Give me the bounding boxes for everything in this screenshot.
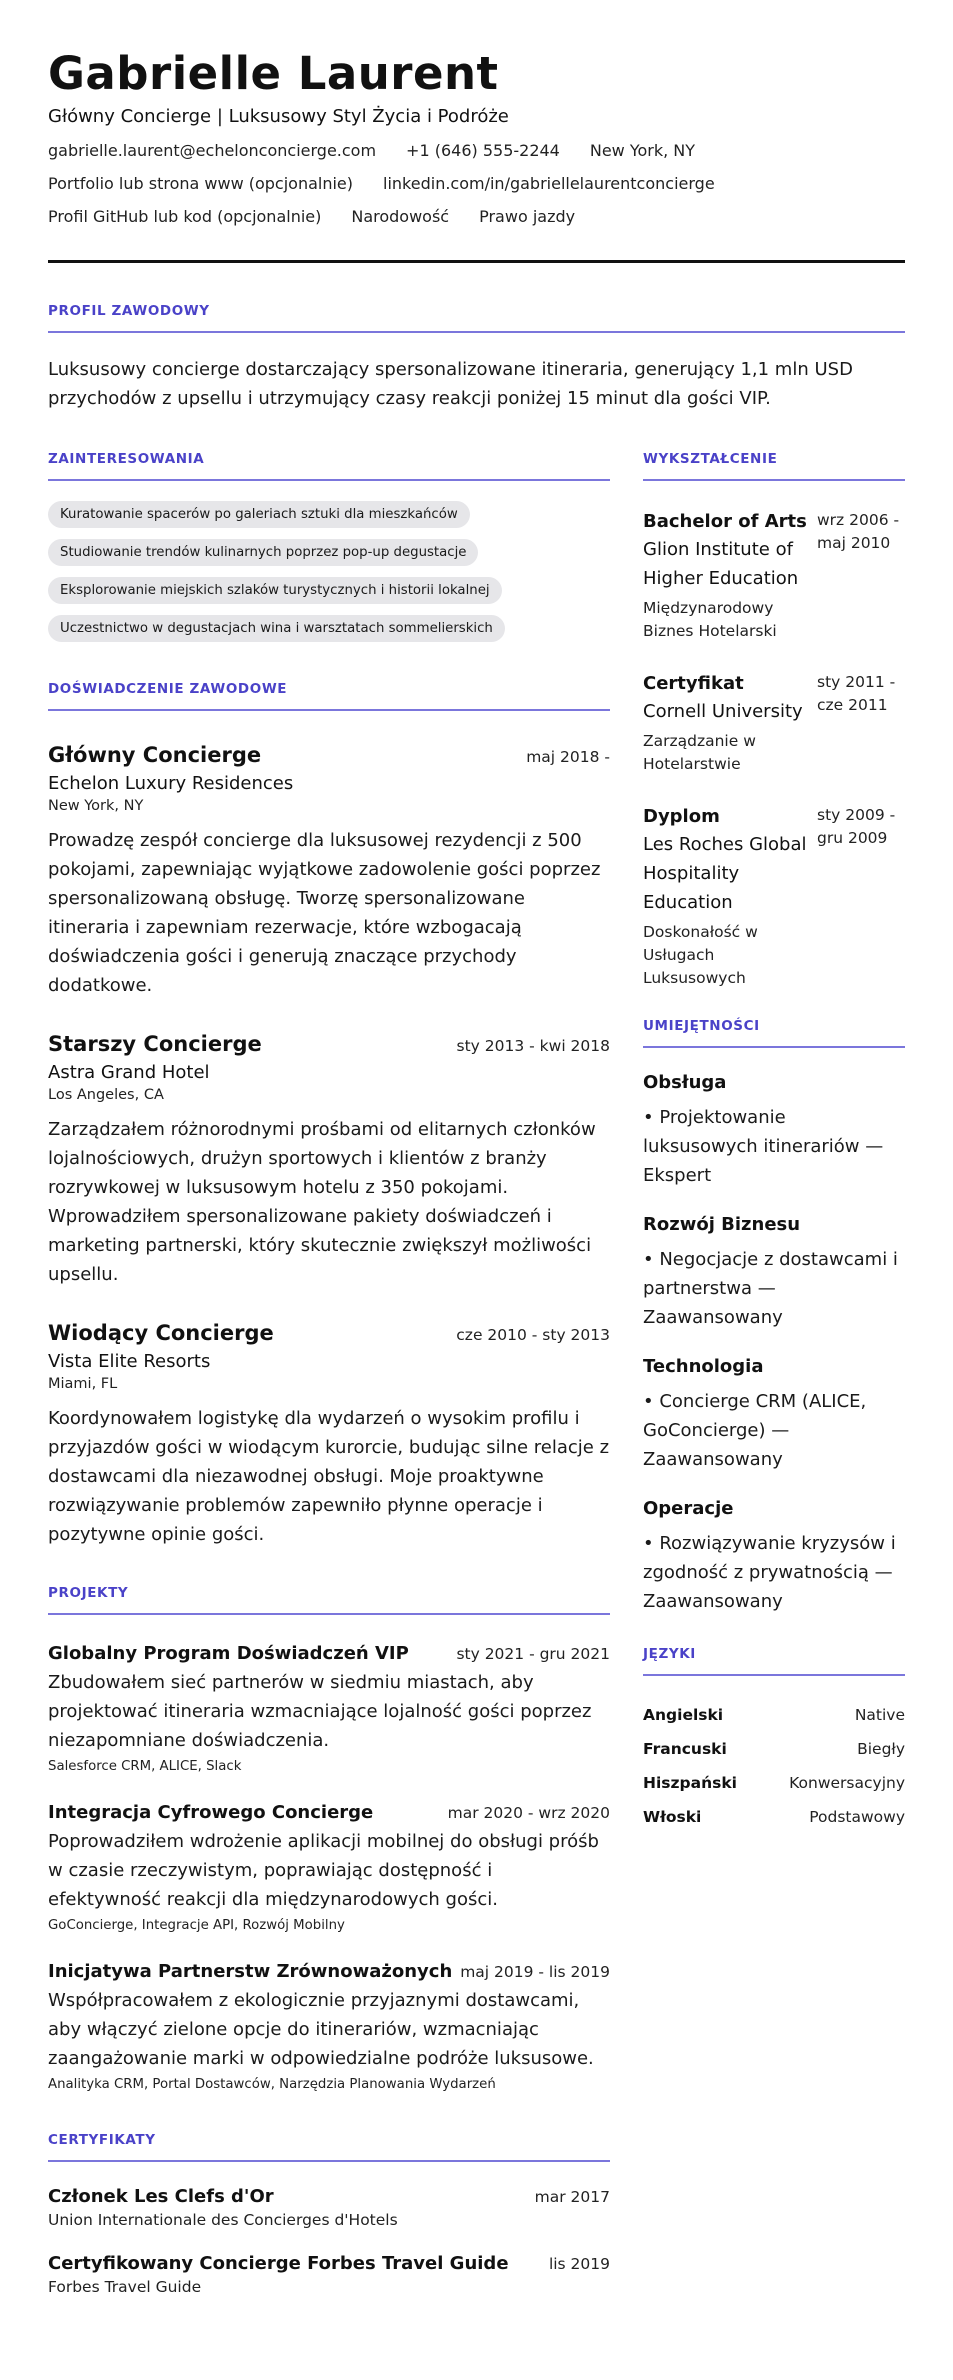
skill-group bbox=[643, 1356, 905, 1474]
job-entry bbox=[48, 743, 610, 1000]
header-divider bbox=[48, 260, 905, 263]
job-location: Miami, FL bbox=[48, 1376, 118, 1392]
contact-row-1 bbox=[48, 141, 905, 160]
job-entry bbox=[48, 1321, 610, 1549]
language-list bbox=[643, 1698, 905, 1834]
certificates-heading: CERTYFIKATY bbox=[48, 2132, 156, 2148]
section-divider bbox=[48, 709, 610, 711]
section-divider bbox=[643, 1046, 905, 1048]
skills-heading: UMIEJĘTNOŚCI bbox=[643, 1018, 760, 1034]
certificate-org: Forbes Travel Guide bbox=[48, 2278, 202, 2296]
contact-row-3 bbox=[48, 207, 905, 226]
education-entry bbox=[643, 671, 905, 776]
education-school: Les Roches Global Hospitality Education bbox=[643, 834, 807, 913]
skill-category: Operacje bbox=[643, 1498, 734, 1519]
language-level: Native bbox=[854, 1706, 905, 1724]
languages-section bbox=[643, 1646, 905, 1834]
skill-group bbox=[643, 1498, 905, 1616]
skill-item: • Negocjacje z dostawcami i partnerstwa — Zaawansowany bbox=[643, 1249, 898, 1328]
language-name: Angielski bbox=[643, 1706, 724, 1724]
right-column bbox=[643, 451, 905, 2296]
education-date: sty 2011 - cze 2011 bbox=[817, 673, 896, 714]
education-degree: Bachelor of Arts bbox=[643, 511, 807, 532]
job-title: Główny Concierge bbox=[48, 743, 262, 767]
experience-heading: DOŚWIADCZENIE ZAWODOWE bbox=[48, 681, 288, 697]
section-divider bbox=[48, 479, 610, 481]
skill-group bbox=[643, 1214, 905, 1332]
profile-text: Luksusowy concierge dostarczający spersonalizowane itineraria, generujący 1,1 mln USD przychodów z upsellu i utrzymujący czasy reakcji poniżej 15 minut dla gości VIP. bbox=[48, 359, 853, 409]
language-row bbox=[643, 1698, 905, 1732]
language-name: Hiszpański bbox=[643, 1774, 737, 1792]
job-company: Vista Elite Resorts bbox=[48, 1351, 211, 1372]
github-link[interactable]: Profil GitHub lub kod (opcjonalnie) bbox=[48, 207, 322, 226]
email-link[interactable]: gabrielle.laurent@echelonconcierge.com bbox=[48, 141, 377, 160]
project-description: Zbudowałem sieć partnerów w siedmiu miastach, aby projektować itineraria wzmacniające lojalność gości poprzez niezapomniane doświadczenia. bbox=[48, 1672, 592, 1751]
interest-chip: Studiowanie trendów kulinarnych poprzez pop-up degustacje bbox=[48, 539, 478, 566]
job-date: sty 2013 - kwi 2018 bbox=[456, 1037, 610, 1055]
section-divider bbox=[643, 1674, 905, 1676]
education-section bbox=[643, 451, 905, 990]
interest-chip: Kuratowanie spacerów po galeriach sztuki dla mieszkańców bbox=[48, 501, 470, 528]
certificates-section bbox=[48, 2132, 610, 2296]
certificate-title: Certyfikowany Concierge Forbes Travel Guide bbox=[48, 2253, 509, 2274]
languages-heading: JĘZYKI bbox=[643, 1646, 696, 1662]
education-degree: Dyplom bbox=[643, 806, 720, 827]
language-level: Biegły bbox=[857, 1740, 905, 1758]
skill-category: Obsługa bbox=[643, 1072, 727, 1093]
language-row bbox=[643, 1732, 905, 1766]
project-title: Globalny Program Doświadczeń VIP bbox=[48, 1643, 409, 1664]
section-divider bbox=[48, 331, 905, 333]
education-entry bbox=[643, 509, 905, 643]
education-date: wrz 2006 - maj 2010 bbox=[817, 511, 900, 552]
skill-item: • Projektowanie luksusowych itinerariów — Ekspert bbox=[643, 1107, 884, 1186]
job-title: Starszy Concierge bbox=[48, 1032, 262, 1056]
project-entry bbox=[48, 1643, 610, 1774]
resume-header bbox=[48, 48, 905, 263]
project-title: Integracja Cyfrowego Concierge bbox=[48, 1802, 374, 1823]
skill-group bbox=[643, 1072, 905, 1190]
language-row bbox=[643, 1800, 905, 1834]
skill-category: Technologia bbox=[643, 1356, 764, 1377]
certificate-entry bbox=[48, 2186, 610, 2229]
nationality-text: Narodowość bbox=[351, 207, 450, 226]
section-divider bbox=[643, 479, 905, 481]
interests-heading: ZAINTERESOWANIA bbox=[48, 451, 205, 467]
phone-link[interactable]: +1 (646) 555-2244 bbox=[406, 141, 560, 160]
two-column-layout bbox=[48, 451, 905, 2296]
job-entry bbox=[48, 1032, 610, 1289]
profile-section bbox=[48, 303, 905, 413]
skills-section bbox=[643, 1018, 905, 1616]
project-tech: GoConcierge, Integracje API, Rozwój Mobilny bbox=[48, 1918, 345, 1933]
certificate-date: lis 2019 bbox=[548, 2255, 610, 2273]
education-degree: Certyfikat bbox=[643, 673, 744, 694]
job-description: Koordynowałem logistykę dla wydarzeń o wysokim profilu i przyjazdów gości w wiodącym kurorcie, budując silne relacje z dostawcami dla niezawodnej obsługi. Moje proaktywne rozwiązywanie problemów zapewniło płynne operacje i pozytywne opinie gości. bbox=[48, 1408, 610, 1545]
skill-item: • Rozwiązywanie kryzysów i zgodność z prywatnością — Zaawansowany bbox=[643, 1533, 896, 1612]
left-column bbox=[48, 451, 610, 2296]
project-title: Inicjatywa Partnerstw Zrównoważonych bbox=[48, 1961, 453, 1982]
language-name: Francuski bbox=[643, 1740, 727, 1758]
certificate-entry bbox=[48, 2253, 610, 2296]
project-entry bbox=[48, 1961, 610, 2092]
profile-heading: PROFIL ZAWODOWY bbox=[48, 303, 210, 319]
education-school: Glion Institute of Higher Education bbox=[643, 539, 799, 589]
job-company: Astra Grand Hotel bbox=[48, 1062, 210, 1083]
education-school: Cornell University bbox=[643, 701, 803, 722]
education-date: sty 2009 - gru 2009 bbox=[817, 806, 896, 847]
job-location: Los Angeles, CA bbox=[48, 1087, 164, 1103]
section-divider bbox=[48, 1613, 610, 1615]
candidate-name: Gabrielle Laurent bbox=[48, 47, 499, 100]
certificate-date: mar 2017 bbox=[534, 2188, 610, 2206]
skill-item: • Concierge CRM (ALICE, GoConcierge) — Zaawansowany bbox=[643, 1391, 867, 1470]
job-date: maj 2018 - bbox=[526, 748, 610, 766]
candidate-title: Główny Concierge | Luksusowy Styl Życia i Podróże bbox=[48, 106, 509, 127]
education-field: Doskonałość w Usługach Luksusowych bbox=[643, 923, 758, 987]
education-entry bbox=[643, 804, 905, 990]
portfolio-link[interactable]: Portfolio lub strona www (opcjonalnie) bbox=[48, 174, 354, 193]
job-location: New York, NY bbox=[48, 798, 144, 814]
certificate-title: Członek Les Clefs d'Or bbox=[48, 2186, 274, 2207]
job-title: Wiodący Concierge bbox=[48, 1321, 274, 1345]
project-date: sty 2021 - gru 2021 bbox=[456, 1645, 610, 1663]
linkedin-link[interactable]: linkedin.com/in/gabriellelaurentconcierge bbox=[383, 174, 715, 193]
project-entry bbox=[48, 1802, 610, 1933]
projects-section bbox=[48, 1585, 610, 2092]
experience-section bbox=[48, 681, 610, 1549]
job-company: Echelon Luxury Residences bbox=[48, 773, 294, 794]
contact-row-2 bbox=[48, 174, 905, 193]
language-name: Włoski bbox=[643, 1808, 702, 1826]
location-text: New York, NY bbox=[589, 141, 696, 160]
section-divider bbox=[48, 2160, 610, 2162]
certificate-org: Union Internationale des Concierges d'Hotels bbox=[48, 2211, 398, 2229]
project-tech: Salesforce CRM, ALICE, Slack bbox=[48, 1759, 242, 1774]
interest-chip: Uczestnictwo w degustacjach wina i warsztatach sommelierskich bbox=[48, 615, 505, 642]
skill-category: Rozwój Biznesu bbox=[643, 1214, 801, 1235]
project-description: Poprowadziłem wdrożenie aplikacji mobilnej do obsługi próśb w czasie rzeczywistym, poprawiając dostępność i efektywność reakcji dla międzynarodowych gości. bbox=[48, 1831, 599, 1910]
language-row bbox=[643, 1766, 905, 1800]
education-heading: WYKSZTAŁCENIE bbox=[643, 451, 778, 467]
projects-heading: PROJEKTY bbox=[48, 1585, 129, 1601]
driving-license-text: Prawo jazdy bbox=[479, 207, 576, 226]
interest-chip: Eksplorowanie miejskich szlaków turystycznych i historii lokalnej bbox=[48, 577, 502, 604]
interest-chips bbox=[48, 501, 610, 653]
job-date: cze 2010 - sty 2013 bbox=[456, 1326, 610, 1344]
language-level: Podstawowy bbox=[809, 1808, 905, 1826]
education-field: Zarządzanie w Hotelarstwie bbox=[643, 732, 756, 773]
language-level: Konwersacyjny bbox=[789, 1774, 905, 1792]
project-date: maj 2019 - lis 2019 bbox=[460, 1963, 610, 1981]
project-tech: Analityka CRM, Portal Dostawców, Narzędzia Planowania Wydarzeń bbox=[48, 2077, 496, 2092]
job-description: Zarządzałem różnorodnymi prośbami od elitarnych członków lojalnościowych, drużyn sportowych i klientów z branży rozrywkowej w luksusowym hotelu z 350 pokojami. Wprowadziłem spersonalizowane pakiety doświadczeń i marketing partnerski, który skutecznie zwiększył możliwości upsellu. bbox=[48, 1119, 596, 1285]
job-description: Prowadzę zespół concierge dla luksusowej rezydencji z 500 pokojami, zapewniając wyjątkowe zadowolenie gości poprzez spersonalizowaną obsługę. Tworzę spersonalizowane itineraria i zapewniam rezerwacje, które wzbogacają doświadczenia gości i generują znaczące przychody dodatkowe. bbox=[48, 830, 601, 996]
interests-section bbox=[48, 451, 610, 653]
project-date: mar 2020 - wrz 2020 bbox=[447, 1804, 610, 1822]
education-field: Międzynarodowy Biznes Hotelarski bbox=[643, 599, 777, 640]
project-description: Współpracowałem z ekologicznie przyjaznymi dostawcami, aby włączyć zielone opcje do itinerariów, wzmacniając zaangażowanie marki w odpowiedzialne podróże luksusowe. bbox=[48, 1990, 594, 2069]
